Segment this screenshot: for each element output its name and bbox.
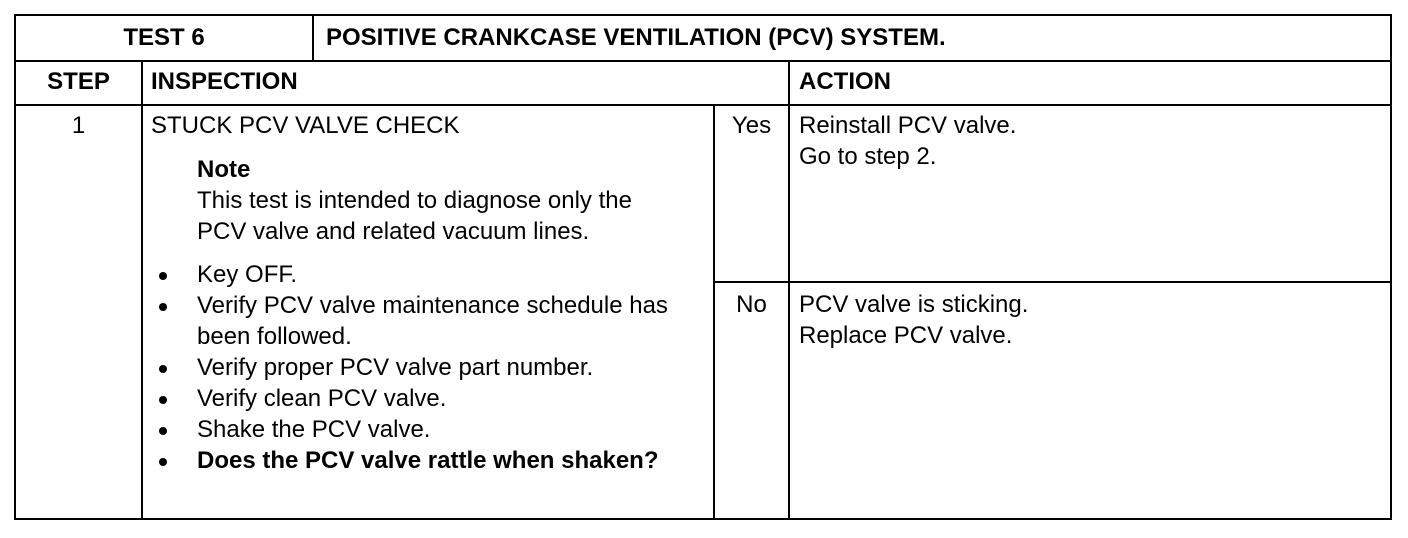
action-column-header: ACTION [799,68,891,95]
list-item-text: Verify clean PCV valve. [197,385,447,412]
test-title: POSITIVE CRANKCASE VENTILATION (PCV) SYSTEM. [326,24,946,51]
list-item [151,259,706,290]
list-item-text: Verify proper PCV valve part number. [197,354,594,381]
bullet-icon [159,365,167,373]
bullet-icon [159,427,167,435]
list-item [151,414,706,445]
inspection-column-header: INSPECTION [151,68,298,95]
bullet-icon [159,396,167,404]
test-number-label: TEST 6 [123,24,205,51]
list-item-text: Does the PCV valve rattle when shaken? [197,447,659,474]
yes-no-divider-rule [713,281,1390,283]
list-item [151,383,706,414]
yes-action-line: Reinstall PCV valve. [799,112,1017,139]
column-header-bottom-rule [16,104,1390,106]
note-text-line: PCV valve and related vacuum lines. [197,218,590,245]
check-title: STUCK PCV VALVE CHECK [151,112,460,139]
list-item [151,445,706,476]
no-answer-label: No [736,291,767,318]
note-block [197,154,717,247]
step-column-header: STEP [47,68,110,95]
yes-action-line: Go to step 2. [799,143,937,170]
diagnostic-test-table [14,14,1392,520]
list-item-text: Verify PCV valve maintenance schedule has been followed. [197,292,668,350]
note-text-line: This test is intended to diagnose only the [197,187,632,214]
note-heading: Note [197,156,251,183]
step-number: 1 [71,112,86,139]
test-label-divider-rule [312,16,314,60]
bullet-icon [159,272,167,280]
no-action-line: Replace PCV valve. [799,322,1013,349]
list-item [151,352,706,383]
list-item-text: Key OFF. [197,261,298,288]
list-item [151,290,706,352]
list-item-text: Shake the PCV valve. [197,416,431,443]
inspection-steps-list [151,259,706,476]
bullet-icon [159,458,167,466]
step-column-divider-rule [141,60,143,520]
no-action-line: PCV valve is sticking. [799,291,1029,318]
header-bottom-rule [16,60,1390,62]
bullet-icon [159,303,167,311]
yes-answer-label: Yes [731,112,772,139]
answer-action-divider-rule [788,60,790,520]
